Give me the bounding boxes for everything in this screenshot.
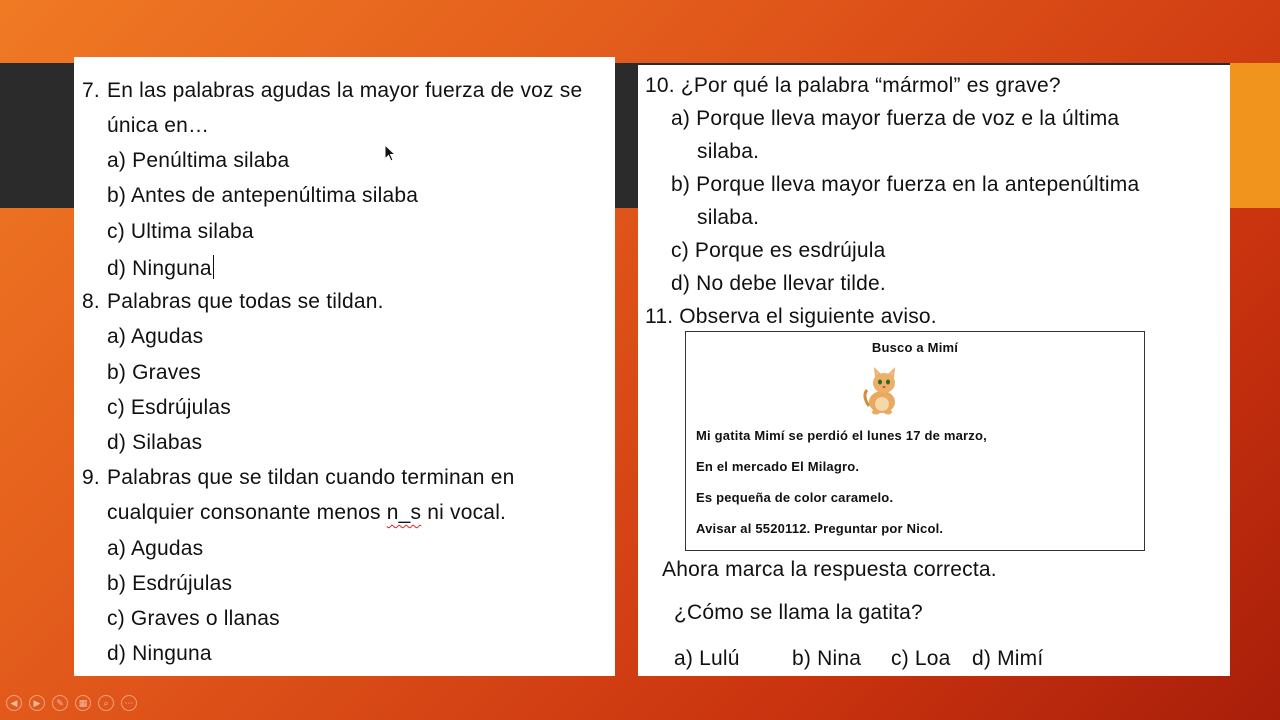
- q8-option-d[interactable]: d) Silabas: [107, 431, 203, 454]
- text-cursor: [213, 255, 214, 279]
- left-question-panel: [74, 57, 615, 676]
- q8-text: Palabras que todas se tildan.: [107, 290, 384, 313]
- q10-option-c[interactable]: c) Porque es esdrújula: [671, 239, 886, 262]
- answer-option-a[interactable]: a) Lulú: [674, 647, 740, 670]
- slideshow-controls: [6, 695, 137, 711]
- q9-text-line2-pre: cualquier consonante menos: [107, 501, 387, 524]
- spellcheck-word: n_s: [386, 501, 422, 524]
- notice-line-1: Mi gatita Mimí se perdió el lunes 17 de marzo,: [696, 428, 987, 443]
- cat-icon: [862, 366, 902, 416]
- q9-text-line1: Palabras que se tildan cuando terminan en: [107, 466, 515, 489]
- q10-option-a[interactable]: a) Porque lleva mayor fuerza de voz e la última: [671, 107, 1120, 130]
- q7-option-d-label: d) Ninguna: [107, 257, 212, 280]
- slides-icon[interactable]: ▦: [75, 695, 91, 711]
- q9-option-a[interactable]: a) Agudas: [107, 537, 204, 560]
- cat-name-question: ¿Cómo se llama la gatita?: [674, 601, 923, 624]
- q7-option-d[interactable]: [107, 255, 214, 281]
- notice-title: Busco a Mimí: [871, 340, 959, 355]
- q9-number: 9.: [82, 466, 100, 489]
- q10-option-a-cont: silaba.: [697, 140, 760, 163]
- lost-cat-notice: [685, 331, 1145, 551]
- q8-option-a[interactable]: a) Agudas: [107, 325, 204, 348]
- q8-option-b[interactable]: b) Graves: [107, 361, 201, 384]
- q9-option-c[interactable]: c) Graves o llanas: [107, 607, 280, 630]
- notice-line-4: Avisar al 5520112. Preguntar por Nicol.: [696, 521, 944, 536]
- mouse-pointer-icon: [384, 144, 396, 162]
- more-icon[interactable]: ⋯: [121, 695, 137, 711]
- previous-icon[interactable]: ◀: [6, 695, 22, 711]
- pen-icon[interactable]: ✎: [52, 695, 68, 711]
- q11-text: 11. Observa el siguiente aviso.: [645, 305, 937, 328]
- next-icon[interactable]: ▶: [29, 695, 45, 711]
- instruction-text: Ahora marca la respuesta correcta.: [662, 558, 997, 581]
- notice-line-3: Es pequeña de color caramelo.: [696, 490, 894, 505]
- q7-text-line1: En las palabras agudas la mayor fuerza de voz se: [107, 79, 583, 102]
- q9-text-line2-post: ni vocal.: [421, 501, 507, 524]
- q9-text-line2: [107, 501, 506, 525]
- q8-option-c[interactable]: c) Esdrújulas: [107, 396, 231, 419]
- q9-option-d[interactable]: d) Ninguna: [107, 642, 212, 665]
- zoom-icon[interactable]: ⌕: [98, 695, 114, 711]
- q10-option-b-cont: silaba.: [697, 206, 760, 229]
- q9-option-b[interactable]: b) Esdrújulas: [107, 572, 233, 595]
- q7-text-line2: única en…: [107, 114, 210, 137]
- right-question-panel: [638, 65, 1230, 676]
- answer-option-b[interactable]: b) Nina: [792, 647, 862, 670]
- accent-band: [1230, 63, 1280, 208]
- q10-text: 10. ¿Por qué la palabra “mármol” es grave?: [645, 74, 1061, 97]
- q7-number: 7.: [82, 79, 100, 102]
- q10-option-d[interactable]: d) No debe llevar tilde.: [671, 272, 886, 295]
- answer-option-d[interactable]: d) Mimí: [972, 647, 1044, 670]
- q7-option-b[interactable]: b) Antes de antepenúltima silaba: [107, 184, 419, 207]
- q8-number: 8.: [82, 290, 100, 313]
- q7-option-c[interactable]: c) Ultima silaba: [107, 220, 254, 243]
- q7-option-a[interactable]: a) Penúltima silaba: [107, 149, 290, 172]
- q10-option-b[interactable]: b) Porque lleva mayor fuerza en la antepenúltima: [671, 173, 1140, 196]
- notice-line-2: En el mercado El Milagro.: [696, 459, 860, 474]
- answer-option-c[interactable]: c) Loa: [891, 647, 951, 670]
